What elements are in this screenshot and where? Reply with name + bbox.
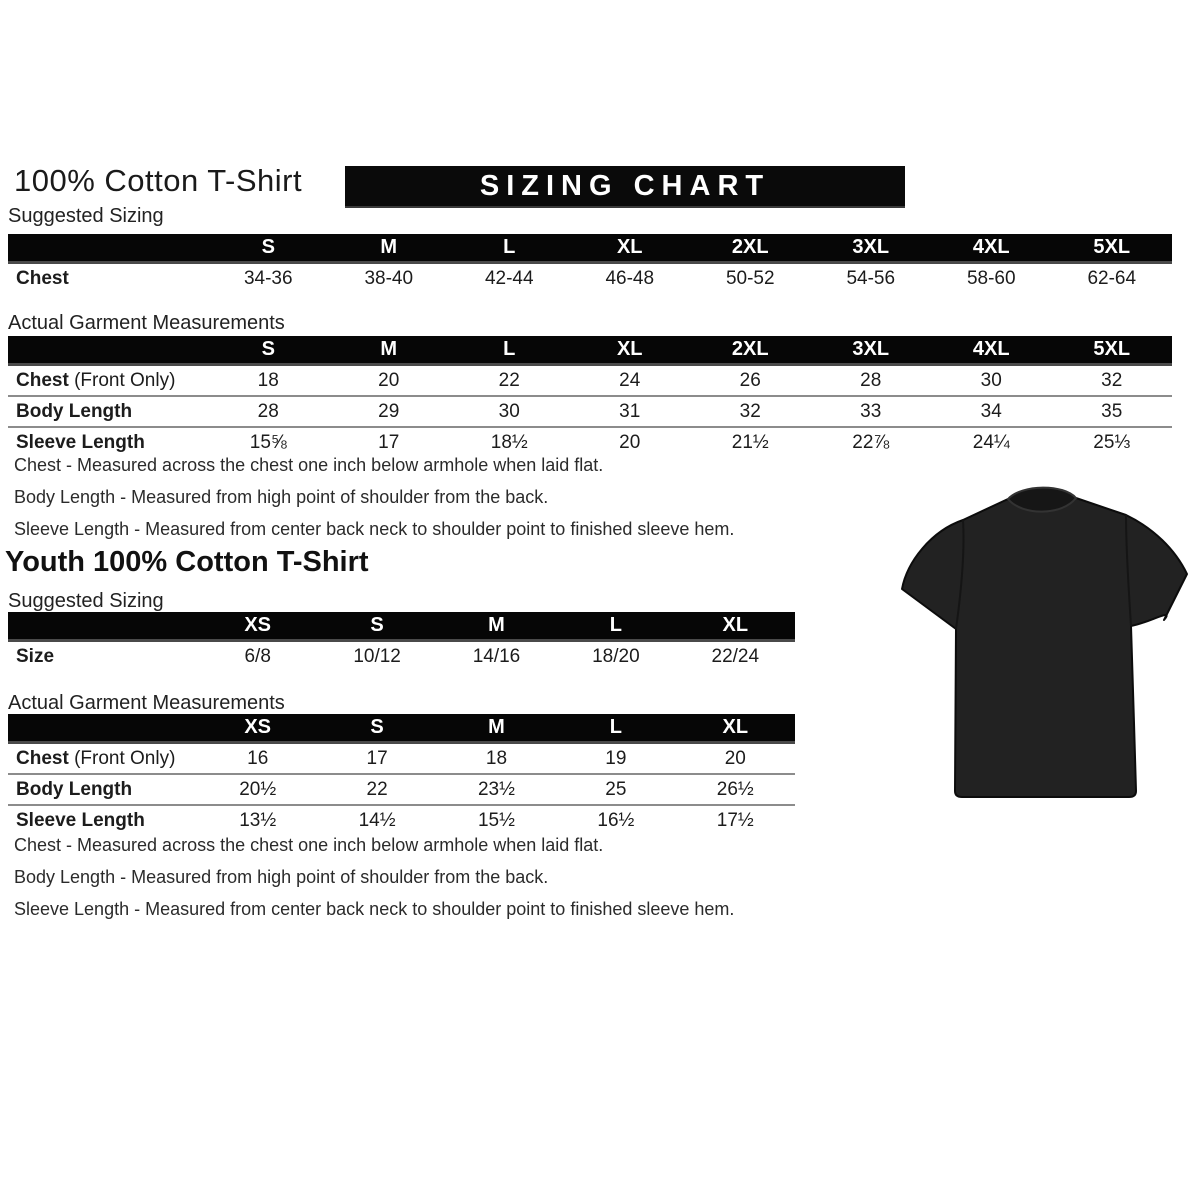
size-column-header: XL <box>676 714 795 743</box>
measurement-cell: 14½ <box>317 805 436 835</box>
row-label: Sleeve Length <box>8 427 208 457</box>
measurement-cell: 24 <box>619 369 641 391</box>
size-column-header: L <box>556 714 675 743</box>
youth-title: Youth 100% Cotton T-Shirt <box>5 546 369 578</box>
header-corner-cell <box>8 714 198 743</box>
measurement-cell: 22⅞ <box>811 427 932 457</box>
chest-note: Chest - Measured across the chest one inch below armhole when laid flat. <box>14 455 604 475</box>
measurement-cell: 22/24 <box>711 645 760 667</box>
header-row <box>8 612 795 641</box>
measurement-cell: 32 <box>1101 369 1123 391</box>
header-corner-cell <box>8 234 208 263</box>
header-row <box>8 234 1172 263</box>
header-row <box>8 336 1172 365</box>
measurement-cell: 25 <box>556 774 675 805</box>
measurement-cell: 54-56 <box>846 267 896 289</box>
size-column-header: M <box>329 234 450 263</box>
size-column-header: 3XL <box>811 336 932 365</box>
body-length-note: Body Length - Measured from high point of shoulder from the back. <box>14 487 549 507</box>
measurement-cell: 32 <box>690 396 811 427</box>
measurement-cell: 10/12 <box>353 645 401 667</box>
measurement-cell: 29 <box>329 396 450 427</box>
measurement-cell: 17½ <box>676 805 795 835</box>
measurement-cell: 14/16 <box>472 645 521 667</box>
adult-actual-measurements-label: Actual Garment Measurements <box>8 312 285 334</box>
size-column-header: XL <box>570 234 691 263</box>
measurement-cell: 33 <box>811 396 932 427</box>
table-row <box>8 641 795 672</box>
size-column-header: S <box>208 234 329 263</box>
adult-suggested-sizing-table <box>8 234 1172 293</box>
size-column-header: L <box>449 234 570 263</box>
row-label: Sleeve Length <box>8 805 198 835</box>
measurement-cell: 28 <box>208 396 329 427</box>
measurement-cell: 18 <box>257 369 279 391</box>
measurement-cell: 6/8 <box>244 645 271 667</box>
measurement-cell: 26 <box>739 369 761 391</box>
measurement-cell: 50-52 <box>725 267 775 289</box>
measurement-cell: 18½ <box>449 427 570 457</box>
measurement-cell: 26½ <box>676 774 795 805</box>
measurement-cell: 30 <box>449 396 570 427</box>
tshirt-image <box>893 473 1198 818</box>
measurement-cell: 46-48 <box>605 267 655 289</box>
size-column-header: M <box>437 612 556 641</box>
youth-actual-measurements-table <box>8 714 795 835</box>
size-column-header: 4XL <box>931 234 1052 263</box>
measurement-cell: 17 <box>329 427 450 457</box>
row-label: Body Length <box>8 396 208 427</box>
measurement-cell: 16½ <box>556 805 675 835</box>
measurement-cell: 34 <box>931 396 1052 427</box>
chest-note: Chest - Measured across the chest one inch below armhole when laid flat. <box>14 835 604 855</box>
measurement-cell: 35 <box>1052 396 1173 427</box>
sizing-chart-banner: SIZING CHART <box>345 166 905 208</box>
table-row <box>8 396 1172 427</box>
adult-suggested-sizing-label: Suggested Sizing <box>8 205 164 227</box>
size-column-header: 5XL <box>1052 336 1173 365</box>
measurement-cell: 25⅓ <box>1052 427 1173 457</box>
size-column-header: 5XL <box>1052 234 1173 263</box>
measurement-cell: 22 <box>317 774 436 805</box>
adult-measurement-notes <box>14 455 734 551</box>
size-column-header: 3XL <box>811 234 932 263</box>
measurement-cell: 18/20 <box>592 645 640 667</box>
page-title: 100% Cotton T-Shirt <box>14 163 303 198</box>
measurement-cell: 19 <box>605 747 627 769</box>
measurement-cell: 28 <box>860 369 882 391</box>
size-column-header: S <box>317 612 436 641</box>
size-column-header: M <box>329 336 450 365</box>
size-column-header: 4XL <box>931 336 1052 365</box>
measurement-cell: 58-60 <box>966 267 1016 289</box>
measurement-cell: 34-36 <box>243 267 293 289</box>
measurement-cell: 30 <box>980 369 1002 391</box>
measurement-cell: 20 <box>378 369 400 391</box>
size-column-header: L <box>556 612 675 641</box>
table-row <box>8 427 1172 457</box>
measurement-cell: 38-40 <box>364 267 414 289</box>
tshirt-body <box>902 498 1187 797</box>
measurement-cell: 18 <box>485 747 508 769</box>
table-row <box>8 365 1172 397</box>
youth-suggested-sizing-label: Suggested Sizing <box>8 590 164 612</box>
table-row <box>8 805 795 835</box>
size-column-header: 2XL <box>690 336 811 365</box>
measurement-cell: 20 <box>570 427 691 457</box>
size-column-header: XS <box>198 714 317 743</box>
sleeve-length-note: Sleeve Length - Measured from center back neck to shoulder point to finished sleeve hem. <box>14 899 735 919</box>
measurement-cell: 17 <box>366 747 388 769</box>
size-column-header: M <box>437 714 556 743</box>
header-row <box>8 714 795 743</box>
sleeve-length-note: Sleeve Length - Measured from center back neck to shoulder point to finished sleeve hem. <box>14 519 735 539</box>
youth-measurement-notes <box>14 835 734 931</box>
measurement-cell: 15⅝ <box>208 427 329 457</box>
measurement-cell: 21½ <box>690 427 811 457</box>
size-column-header: L <box>449 336 570 365</box>
measurement-cell: 42-44 <box>484 267 534 289</box>
row-label: Body Length <box>8 774 198 805</box>
body-length-note: Body Length - Measured from high point of shoulder from the back. <box>14 867 549 887</box>
size-column-header: 2XL <box>690 234 811 263</box>
size-column-header: XL <box>676 612 795 641</box>
size-column-header: XL <box>570 336 691 365</box>
size-column-header: S <box>208 336 329 365</box>
measurement-cell: 23½ <box>437 774 556 805</box>
measurement-cell: 20½ <box>198 774 317 805</box>
measurement-cell: 16 <box>247 747 269 769</box>
measurement-cell: 15½ <box>437 805 556 835</box>
tshirt-photo <box>893 473 1198 818</box>
measurement-cell: 13½ <box>198 805 317 835</box>
measurement-cell: 31 <box>570 396 691 427</box>
youth-suggested-sizing-table <box>8 612 795 671</box>
row-label: Size <box>16 645 55 667</box>
table-row <box>8 263 1172 294</box>
header-corner-cell <box>8 612 198 641</box>
youth-actual-measurements-label: Actual Garment Measurements <box>8 692 285 714</box>
header-corner-cell <box>8 336 208 365</box>
measurement-cell: 20 <box>724 747 746 769</box>
row-label: Chest (Front Only) <box>16 369 176 391</box>
row-label: Chest (Front Only) <box>16 747 176 769</box>
table-row <box>8 774 795 805</box>
table-row <box>8 743 795 775</box>
measurement-cell: 24¼ <box>931 427 1052 457</box>
row-label: Chest <box>16 267 69 289</box>
measurement-cell: 62-64 <box>1087 267 1137 289</box>
adult-actual-measurements-table <box>8 336 1172 457</box>
size-column-header: S <box>317 714 436 743</box>
size-column-header: XS <box>198 612 317 641</box>
measurement-cell: 22 <box>498 369 520 391</box>
